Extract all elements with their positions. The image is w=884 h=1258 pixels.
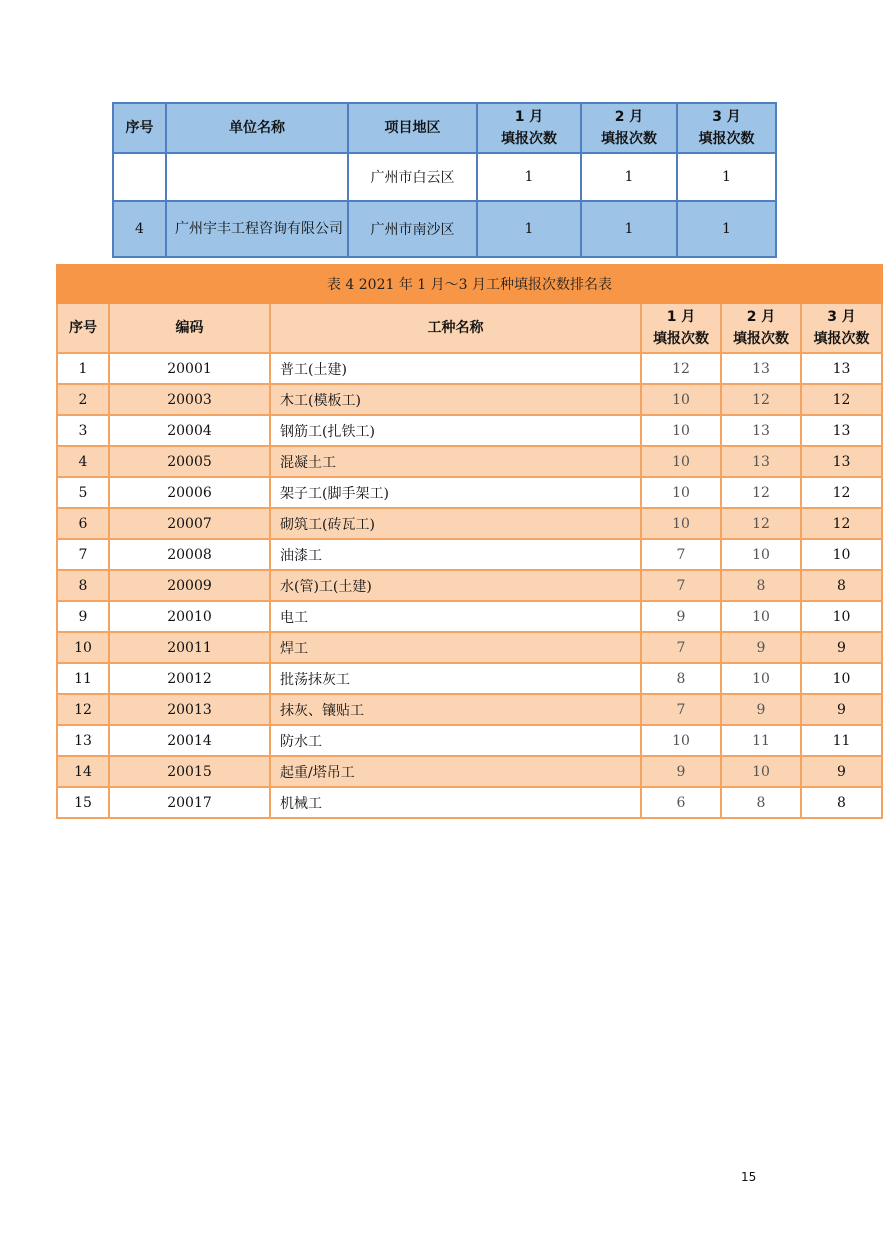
cell-trade-name: 普工(土建) [270, 353, 641, 384]
header-jan-label: 填报次数 [501, 131, 557, 147]
cell-mar: 10 [801, 663, 882, 694]
cell-no: 12 [57, 694, 109, 725]
trade-table-header-row [57, 303, 882, 353]
cell-code: 20013 [109, 694, 270, 725]
cell-area: 广州市白云区 [348, 153, 477, 201]
cell-mar: 10 [801, 601, 882, 632]
cell-no: 15 [57, 787, 109, 818]
cell-mar: 8 [801, 570, 882, 601]
cell-jan: 8 [641, 663, 721, 694]
cell-no: 9 [57, 601, 109, 632]
header-mar-count [677, 103, 776, 153]
table-row [57, 663, 882, 694]
header-feb-count [721, 303, 801, 353]
unit-report-table [112, 102, 777, 258]
cell-mar: 13 [801, 353, 882, 384]
table-row [57, 415, 882, 446]
header-jan-count [641, 303, 721, 353]
cell-no: 10 [57, 632, 109, 663]
cell-feb: 12 [721, 384, 801, 415]
table-row [57, 787, 882, 818]
table-row [57, 570, 882, 601]
cell-area: 广州市南沙区 [348, 201, 477, 257]
cell-jan: 7 [641, 539, 721, 570]
cell-trade-name: 抹灰、镶贴工 [270, 694, 641, 725]
cell-trade-name: 批荡抹灰工 [270, 663, 641, 694]
cell-trade-name: 水(管)工(土建) [270, 570, 641, 601]
cell-jan: 9 [641, 601, 721, 632]
cell-no: 2 [57, 384, 109, 415]
cell-jan: 10 [641, 384, 721, 415]
cell-trade-name: 油漆工 [270, 539, 641, 570]
header-code: 编码 [109, 303, 270, 353]
cell-no: 4 [113, 201, 166, 257]
header-feb-month: 2 月 [614, 109, 644, 125]
cell-trade-name: 砌筑工(砖瓦工) [270, 508, 641, 539]
cell-code: 20010 [109, 601, 270, 632]
page-number: 15 [741, 1170, 757, 1184]
cell-jan: 7 [641, 694, 721, 725]
trade-ranking-table [56, 264, 883, 819]
cell-trade-name: 焊工 [270, 632, 641, 663]
cell-mar: 12 [801, 477, 882, 508]
cell-jan: 10 [641, 477, 721, 508]
table-row [57, 353, 882, 384]
header-project-area: 项目地区 [348, 103, 477, 153]
unit-table-header-row [113, 103, 776, 153]
trade-table-body [57, 353, 882, 818]
header-jan-count [477, 103, 581, 153]
cell-mar: 13 [801, 415, 882, 446]
cell-code: 20017 [109, 787, 270, 818]
cell-code: 20004 [109, 415, 270, 446]
cell-code: 20003 [109, 384, 270, 415]
cell-no: 8 [57, 570, 109, 601]
cell-trade-name: 起重/塔吊工 [270, 756, 641, 787]
cell-code: 20011 [109, 632, 270, 663]
cell-jan: 10 [641, 415, 721, 446]
header-mar-count [801, 303, 882, 353]
cell-feb: 12 [721, 477, 801, 508]
header-jan-month: 1 月 [666, 309, 696, 325]
table-row [57, 601, 882, 632]
cell-jan: 10 [641, 725, 721, 756]
cell-jan: 7 [641, 632, 721, 663]
header-feb-month: 2 月 [746, 309, 776, 325]
table-row [57, 446, 882, 477]
cell-mar: 12 [801, 384, 882, 415]
cell-feb: 1 [581, 153, 677, 201]
table-row [57, 477, 882, 508]
cell-feb: 13 [721, 415, 801, 446]
cell-no: 13 [57, 725, 109, 756]
header-trade-name: 工种名称 [270, 303, 641, 353]
header-jan-label: 填报次数 [653, 331, 709, 347]
cell-jan: 10 [641, 508, 721, 539]
table-row [57, 694, 882, 725]
header-feb-label: 填报次数 [601, 131, 657, 147]
cell-code: 20008 [109, 539, 270, 570]
cell-mar: 9 [801, 694, 882, 725]
cell-feb: 12 [721, 508, 801, 539]
cell-trade-name: 电工 [270, 601, 641, 632]
cell-unit-name [166, 153, 348, 201]
cell-no: 4 [57, 446, 109, 477]
table-row [57, 756, 882, 787]
cell-no: 14 [57, 756, 109, 787]
cell-feb: 13 [721, 353, 801, 384]
cell-feb: 13 [721, 446, 801, 477]
header-mar-label: 填报次数 [698, 131, 755, 147]
header-no: 序号 [113, 103, 166, 153]
cell-code: 20009 [109, 570, 270, 601]
cell-mar: 8 [801, 787, 882, 818]
cell-no: 5 [57, 477, 109, 508]
cell-code: 20012 [109, 663, 270, 694]
cell-trade-name: 防水工 [270, 725, 641, 756]
cell-code: 20001 [109, 353, 270, 384]
header-mar-month: 3 月 [712, 109, 741, 125]
header-jan-month: 1 月 [514, 109, 544, 125]
cell-feb: 10 [721, 756, 801, 787]
table-row [113, 153, 776, 201]
cell-mar: 13 [801, 446, 882, 477]
table-caption: 表 4 2021 年 1 月～3 月工种填报次数排名表 [57, 265, 882, 303]
cell-code: 20007 [109, 508, 270, 539]
cell-mar: 10 [801, 539, 882, 570]
cell-feb: 9 [721, 632, 801, 663]
table-row [57, 632, 882, 663]
cell-mar: 9 [801, 756, 882, 787]
cell-no: 1 [57, 353, 109, 384]
cell-mar: 9 [801, 632, 882, 663]
cell-feb: 9 [721, 694, 801, 725]
cell-mar: 11 [801, 725, 882, 756]
cell-feb: 11 [721, 725, 801, 756]
table-caption-row [57, 265, 882, 303]
cell-trade-name: 钢筋工(扎铁工) [270, 415, 641, 446]
header-no: 序号 [57, 303, 109, 353]
cell-trade-name: 混凝土工 [270, 446, 641, 477]
table-row [57, 725, 882, 756]
cell-feb: 8 [721, 570, 801, 601]
cell-code: 20006 [109, 477, 270, 508]
header-unit-name: 单位名称 [166, 103, 348, 153]
cell-code: 20014 [109, 725, 270, 756]
cell-jan: 1 [477, 153, 581, 201]
table-row [57, 384, 882, 415]
cell-trade-name: 机械工 [270, 787, 641, 818]
cell-feb: 10 [721, 663, 801, 694]
cell-feb: 10 [721, 539, 801, 570]
table-row [113, 201, 776, 257]
cell-trade-name: 木工(模板工) [270, 384, 641, 415]
cell-jan: 12 [641, 353, 721, 384]
cell-no: 11 [57, 663, 109, 694]
cell-jan: 7 [641, 570, 721, 601]
cell-code: 20005 [109, 446, 270, 477]
cell-code: 20015 [109, 756, 270, 787]
cell-unit-name: 广州宇丰工程咨询有限公司 [166, 201, 348, 257]
cell-no: 6 [57, 508, 109, 539]
cell-no [113, 153, 166, 201]
cell-mar: 1 [677, 201, 776, 257]
cell-no: 3 [57, 415, 109, 446]
cell-feb: 1 [581, 201, 677, 257]
header-feb-label: 填报次数 [733, 331, 789, 347]
cell-trade-name: 架子工(脚手架工) [270, 477, 641, 508]
cell-mar: 12 [801, 508, 882, 539]
cell-jan: 6 [641, 787, 721, 818]
cell-feb: 8 [721, 787, 801, 818]
cell-jan: 10 [641, 446, 721, 477]
header-mar-label: 填报次数 [813, 331, 870, 347]
table-row [57, 508, 882, 539]
cell-jan: 1 [477, 201, 581, 257]
cell-jan: 9 [641, 756, 721, 787]
header-mar-month: 3 月 [827, 309, 856, 325]
cell-no: 7 [57, 539, 109, 570]
header-feb-count [581, 103, 677, 153]
table-row [57, 539, 882, 570]
cell-feb: 10 [721, 601, 801, 632]
cell-mar: 1 [677, 153, 776, 201]
